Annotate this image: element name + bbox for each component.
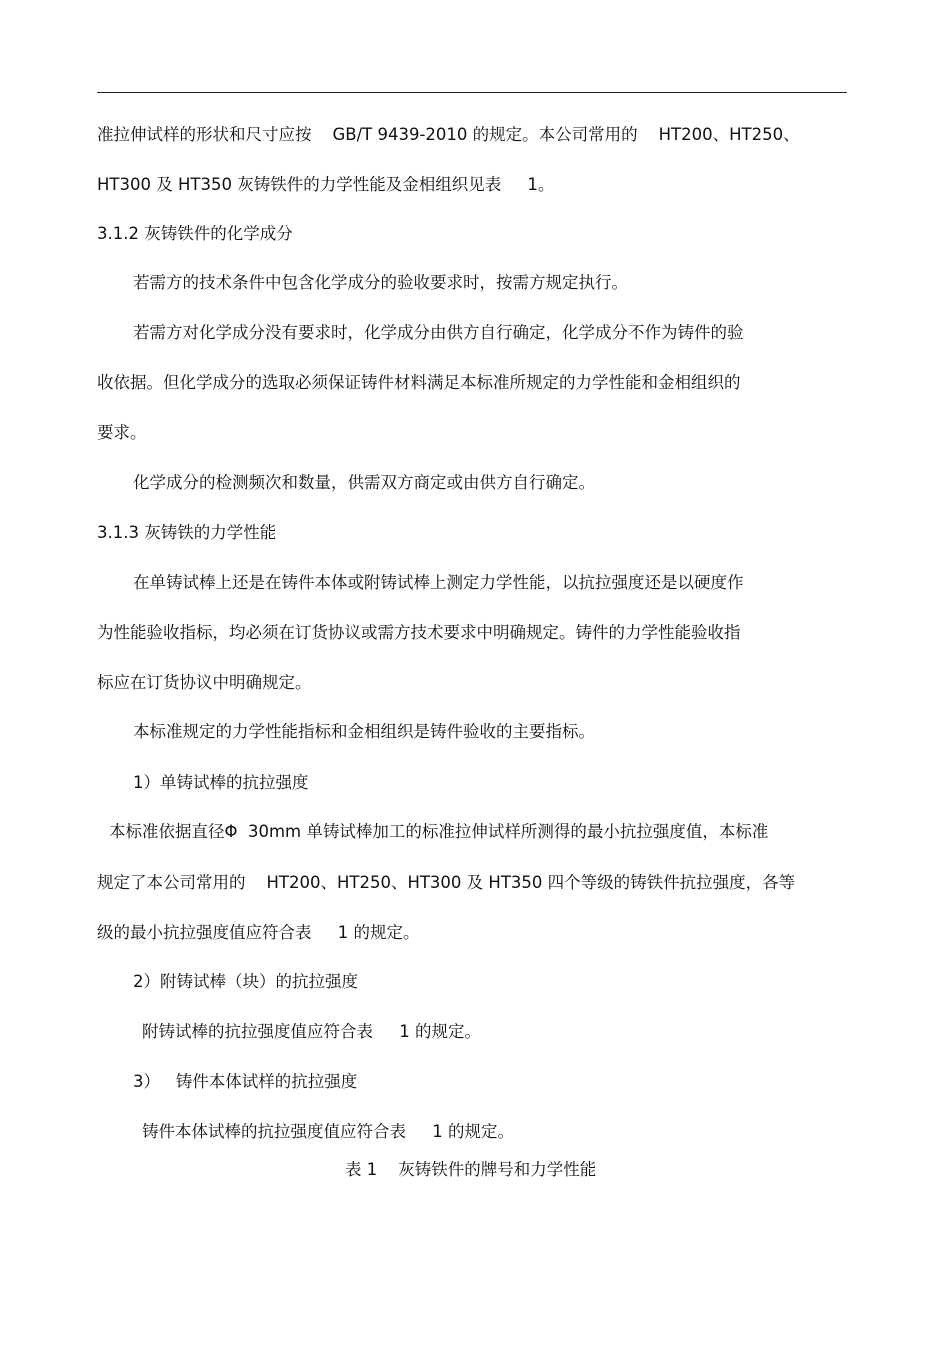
list-item: 3） 铸件本体试样的抗拉强度 <box>133 1072 358 1091</box>
paragraph-line: 级的最小抗拉强度值应符合表 1 的规定。 <box>97 923 420 942</box>
paragraph-line: 收依据。但化学成分的选取必须保证铸件材料满足本标准所规定的力学性能和金相组织的 <box>97 373 741 392</box>
paragraph-line: 本标准规定的力学性能指标和金相组织是铸件验收的主要指标。 <box>133 722 595 741</box>
list-item: 2）附铸试棒（块）的抗拉强度 <box>133 972 358 991</box>
paragraph-line: 准拉伸试样的形状和尺寸应按 GB/T 9439-2010 的规定。本公司常用的 HT200、HT250、 <box>97 125 800 144</box>
section-heading: 3.1.3 灰铸铁的力学性能 <box>97 523 277 542</box>
paragraph-line: HT300 及 HT350 灰铸铁件的力学性能及金相组织见表 1。 <box>97 175 555 194</box>
paragraph-line: 要求。 <box>97 423 147 442</box>
list-item: 1）单铸试棒的抗拉强度 <box>133 773 309 792</box>
paragraph-line: 标应在订货协议中明确规定。 <box>97 673 312 692</box>
paragraph-line: 本标准依据直径Φ 30mm 单铸试棒加工的标准拉伸试样所测得的最小抗拉强度值，本标准 <box>109 822 769 841</box>
paragraph-line: 铸件本体试棒的抗拉强度值应符合表 1 的规定。 <box>142 1122 514 1141</box>
paragraph-line: 在单铸试棒上还是在铸件本体或附铸试棒上测定力学性能，以抗拉强度还是以硬度作 <box>133 573 744 592</box>
paragraph-line: 若需方对化学成分没有要求时，化学成分由供方自行确定，化学成分不作为铸件的验 <box>133 323 744 342</box>
paragraph-line: 为性能验收指标，均必须在订货协议或需方技术要求中明确规定。铸件的力学性能验收指 <box>97 623 741 642</box>
paragraph-line: 若需方的技术条件中包含化学成分的验收要求时，按需方规定执行。 <box>133 273 628 292</box>
section-heading: 3.1.2 灰铸铁件的化学成分 <box>97 224 293 243</box>
table-caption: 表 1 灰铸铁件的牌号和力学性能 <box>345 1160 597 1179</box>
paragraph-line: 化学成分的检测频次和数量，供需双方商定或由供方自行确定。 <box>133 473 595 492</box>
header-rule <box>97 92 847 93</box>
paragraph-line: 附铸试棒的抗拉强度值应符合表 1 的规定。 <box>142 1022 481 1041</box>
paragraph-line: 规定了本公司常用的 HT200、HT250、HT300 及 HT350 四个等级的铸铁件抗拉强度，各等 <box>97 873 796 892</box>
